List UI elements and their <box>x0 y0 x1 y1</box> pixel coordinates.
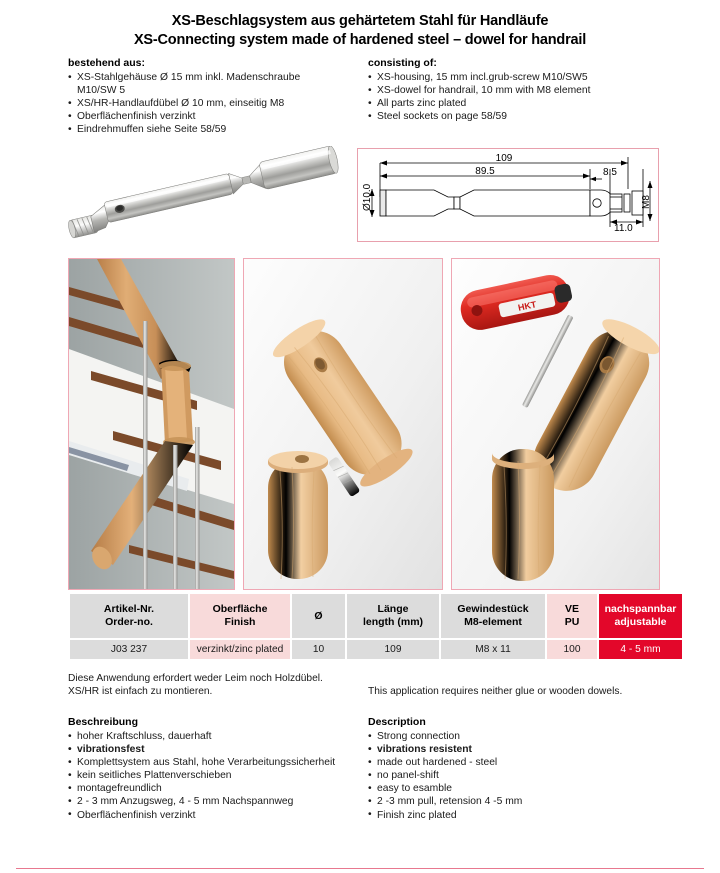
list-item: • Steel sockets on page 58/59 <box>368 110 663 123</box>
cell-thread-element: M8 x 11 <box>441 640 545 659</box>
composition-english <box>368 57 663 123</box>
page-title <box>0 12 720 50</box>
list-item: • All parts zinc plated <box>368 97 663 110</box>
list-item: • made out hardened - steel <box>368 756 668 769</box>
list-item: • Oberflächenfinish verzinkt <box>68 809 368 822</box>
photo-gallery <box>68 258 660 590</box>
th-adjustable: nachspannbar adjustable <box>599 594 682 638</box>
th-finish: Oberfläche Finish <box>190 594 290 638</box>
composition-list-de <box>68 71 358 136</box>
list-item: • Oberflächenfinish verzinkt <box>68 110 358 123</box>
description-list-de <box>68 730 368 822</box>
th-packaging-unit: VE PU <box>547 594 597 638</box>
list-item: • XS-Stahlgehäuse Ø 15 mm inkl. Madenschraube <box>68 71 358 84</box>
page-title-en: XS-Connecting system made of hardened steel – dowel for handrail <box>133 32 587 48</box>
dim-neck: 8.5 <box>603 167 617 178</box>
note-en-line1: This application requires neither glue or wooden dowels. <box>368 686 623 697</box>
dim-total: 109 <box>495 153 513 164</box>
list-item: • Finish zinc plated <box>368 809 668 822</box>
cell-length: 109 <box>347 640 439 659</box>
description-list-en <box>368 730 668 822</box>
composition-heading-en: consisting of: <box>368 57 437 69</box>
description-german <box>68 716 368 822</box>
list-item: • Strong connection <box>368 730 668 743</box>
list-item: • XS-dowel for handrail, 10 mm with M8 element <box>368 84 663 97</box>
dim-thread: 11.0 <box>614 223 633 234</box>
list-item: • 2 - 3 mm Anzugsweg, 4 - 5 mm Nachspannweg <box>68 795 368 808</box>
list-item: M10/SW 5 <box>77 85 126 97</box>
technical-drawing <box>357 148 659 242</box>
cell-adjustable: 4 - 5 mm <box>599 640 682 659</box>
composition-list-en <box>368 71 663 123</box>
dim-body: 89.5 <box>475 166 495 177</box>
cell-order-no: J03 237 <box>70 640 188 659</box>
description-heading-de: Beschreibung <box>68 716 139 728</box>
list-item: • vibrations resistent <box>368 743 668 756</box>
photo-handrail-staircase <box>68 258 235 590</box>
list-item: • vibrationsfest <box>68 743 368 756</box>
photo-dowel-joint-open <box>243 258 443 590</box>
composition-heading-de: bestehend aus: <box>68 57 146 69</box>
note-de-line2: XS/HR ist einfach zu montieren. <box>68 686 213 698</box>
list-item: • hoher Kraftschluss, dauerhaft <box>68 730 368 743</box>
list-item: • Komplettsystem aus Stahl, hohe Verarbeitungssicherheit <box>68 756 368 769</box>
svg-text:HKT: HKT <box>517 299 538 313</box>
th-diameter: Ø <box>292 594 345 638</box>
composition-german <box>68 57 358 136</box>
list-item: • 2 -3 mm pull, retension 4 -5 mm <box>368 795 668 808</box>
th-order-no: Artikel-Nr. Order-no. <box>70 594 188 638</box>
dim-thread-label: M8 <box>641 195 652 209</box>
note-german <box>68 672 368 698</box>
footer-divider <box>16 868 704 869</box>
cell-packaging-unit: 100 <box>547 640 597 659</box>
note-de-line1: Diese Anwendung erfordert weder Leim noch Holzdübel. <box>68 673 323 684</box>
photo-joint-with-hex-key <box>451 258 660 590</box>
table-header-row <box>70 594 682 638</box>
description-english <box>368 716 668 822</box>
list-item: • montagefreundlich <box>68 782 368 795</box>
dim-diameter: Ø10.0 <box>362 183 373 211</box>
list-item: • no panel-shift <box>368 769 668 782</box>
th-thread-element: Gewindestück M8-element <box>441 594 545 638</box>
description-heading-en: Description <box>368 716 426 728</box>
list-item: • XS/HR-Handlaufdübel Ø 10 mm, einseitig M8 <box>68 97 358 110</box>
product-photo-metal-dowel <box>62 146 352 254</box>
note-english <box>368 685 668 698</box>
th-length: Länge length (mm) <box>347 594 439 638</box>
list-item: • Eindrehmuffen siehe Seite 58/59 <box>68 123 358 136</box>
cell-diameter: 10 <box>292 640 345 659</box>
list-item: • easy to esamble <box>368 782 668 795</box>
page-title-de: XS-Beschlagsystem aus gehärtetem Stahl für Handläufe <box>171 13 549 29</box>
list-item: • kein seitliches Plattenverschieben <box>68 769 368 782</box>
spec-table <box>68 592 684 661</box>
table-row <box>70 640 682 659</box>
list-item: • XS-housing, 15 mm incl.grub-screw M10/SW5 <box>368 71 663 84</box>
cell-finish: verzinkt/zinc plated <box>190 640 290 659</box>
